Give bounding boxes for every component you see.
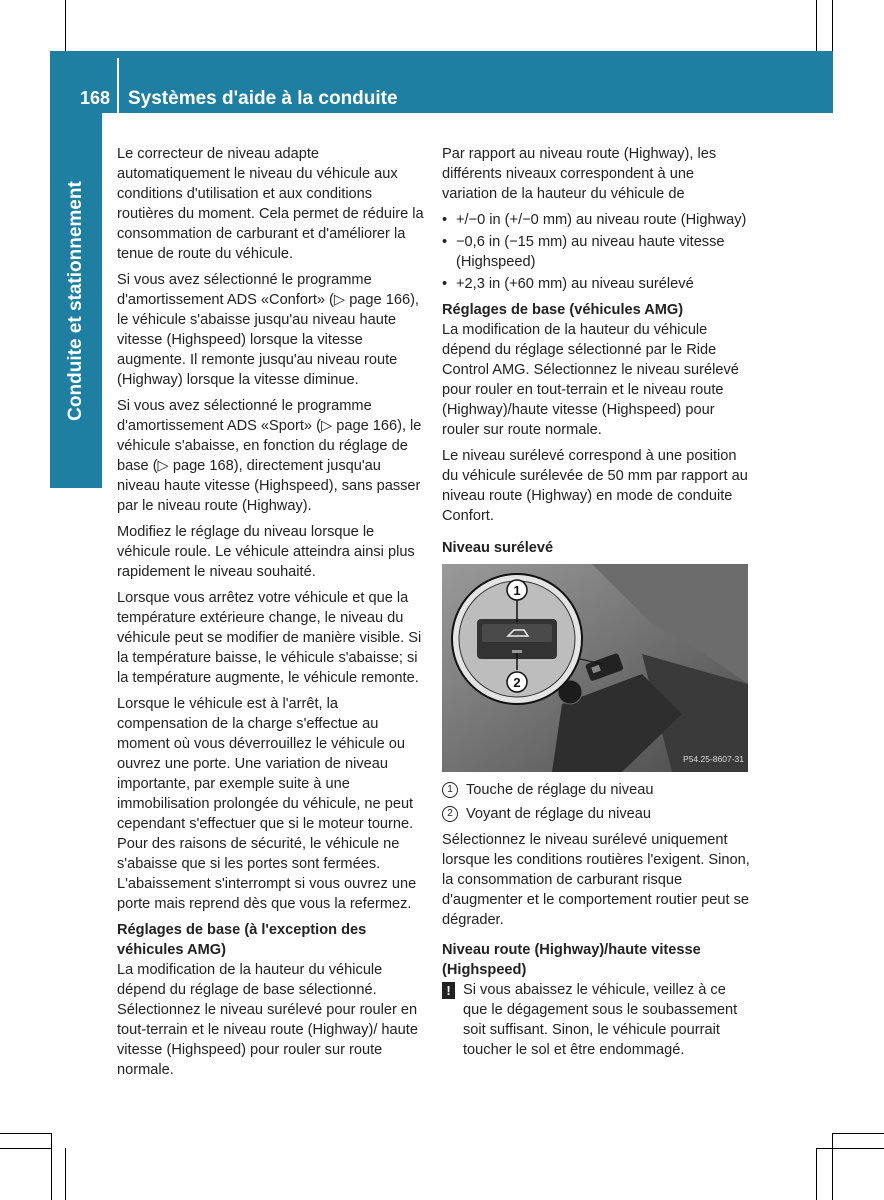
paragraph: Sélectionnez le niveau surélevé uniquement lorsque les conditions routières l'exigent. Sinon, la consommation de carburant risque d'augmenter et le comportement routier peut se dégrader.	[442, 832, 750, 928]
page-title: Systèmes d'aide à la conduite	[128, 88, 398, 109]
right-column	[442, 144, 750, 1060]
paragraph: Si vous avez sélectionné le programme d'amortissement ADS «Confort» (▷ page 166), le véhicule s'abaisse jusqu'au niveau haute vitesse (Highspeed) lorsque la vitesse augmente. Il remonte jusqu'au niveau route (Highway) lorsque la vitesse diminue.	[117, 272, 419, 388]
callout-1: 1	[513, 583, 521, 598]
left-column	[117, 144, 427, 1086]
warning-note	[442, 980, 750, 1060]
side-tab-label-wrap	[50, 113, 102, 488]
paragraph: Lorsque vous arrêtez votre véhicule et que la température extérieure change, le niveau du véhicule peut se modifier de manière visible. Si la température baisse, le véhicule s'abaisse; si la température augmente, le véhicule remonte.	[117, 590, 422, 686]
paragraph: Si vous avez sélectionné le programme d'amortissement ADS «Sport» (▷ page 166), le véhicule s'abaisse, en fonction du réglage de base (▷ page 168), directement jusqu'au niveau haute vitesse (Highspeed), sans passer par le niveau route (Highway).	[117, 398, 422, 514]
list-item: • +2,3 in (+60 mm) au niveau surélevé	[442, 274, 750, 294]
paragraph: La modification de la hauteur du véhicule dépend du réglage de base sélectionné. Sélectionnez le niveau surélevé pour rouler en tout-terrain et le niveau route (Highway)/ haute vitesse (Highspeed) pour rouler sur route normale.	[117, 962, 418, 1078]
page-number: 168	[79, 88, 111, 108]
callout-number: 2	[442, 806, 458, 822]
legend-text: Voyant de réglage du niveau	[466, 806, 652, 822]
crop-mark	[816, 0, 817, 52]
warning-text: Si vous abaissez le véhicule, veillez à ce que le dégagement sous le soubassement soit suffisant. Sinon, le véhicule pourrait toucher le sol et être endommagé.	[463, 982, 738, 1058]
legend-item	[442, 780, 750, 800]
crop-mark	[832, 0, 833, 52]
legend-text: Touche de réglage du niveau	[466, 782, 654, 798]
crop-mark	[0, 1148, 52, 1149]
crop-mark	[51, 1133, 52, 1200]
header-separator	[117, 58, 119, 113]
paragraph: Lorsque le véhicule est à l'arrêt, la compensation de la charge s'effectue au moment où vous déverrouillez le véhicule ou ouvrez une porte. Une variation de niveau importante, par exemple suite à une immobilisation prolongée du véhicule, ne peut cependant s'effectuer que si le moteur tourne. Pour des raisons de sécurité, le véhicule ne s'abaisse que si les portes sont fermées. L'abaissement s'interrompt si vous ouvrez une porte mais reprend dès que vous la refermez.	[117, 696, 417, 912]
crop-mark	[0, 1133, 52, 1134]
section-heading: Réglages de base (véhicules AMG)	[442, 302, 684, 318]
crop-mark	[65, 1148, 66, 1200]
bullet-list	[442, 210, 750, 294]
paragraph: Par rapport au niveau route (Highway), les différents niveaux correspondent à une variation de la hauteur du véhicule de	[442, 146, 717, 202]
callout-2: 2	[513, 675, 521, 690]
callout-number: 1	[442, 782, 458, 798]
crop-mark	[832, 1133, 884, 1134]
legend-item	[442, 804, 750, 824]
figure-reference: P54.25-8607-31	[683, 754, 744, 764]
figure-legend	[442, 780, 750, 824]
paragraph: La modification de la hauteur du véhicule dépend du réglage sélectionné par le Ride Control AMG. Sélectionnez le niveau surélevé pour rouler en tout-terrain et le niveau route (Highway)/haute vitesse (Highspeed) pour rouler sur route normale.	[442, 322, 739, 438]
paragraph: Le correcteur de niveau adapte automatiquement le niveau du véhicule aux conditions d'utilisation et aux conditions routières du moment. Cela permet de réduire la consommation de carburant et d'améliorer la tenue de route du véhicule.	[117, 146, 424, 262]
crop-mark	[65, 0, 66, 52]
section-heading: Réglages de base (à l'exception des véhicules AMG)	[117, 922, 367, 958]
section-heading: Niveau surélevé	[442, 540, 554, 556]
crop-mark	[832, 1133, 833, 1200]
paragraph: Le niveau surélevé correspond à une position du véhicule surélevée de 50 mm par rapport au niveau route (Highway) en mode de conduite Confort.	[442, 448, 748, 524]
crop-mark	[816, 1148, 884, 1149]
section-heading: Niveau route (Highway)/haute vitesse (Highspeed)	[442, 942, 701, 978]
center-console-photo	[442, 564, 748, 772]
list-item: • +/−0 in (+/−0 mm) au niveau route (Highway)	[442, 210, 750, 230]
list-item: • −0,6 in (−15 mm) au niveau haute vitesse (Highspeed)	[442, 232, 750, 272]
side-tab-label: Conduite et stationnement	[65, 180, 86, 421]
crop-mark	[816, 1148, 817, 1200]
warning-icon: !	[442, 982, 455, 999]
console-illustration	[442, 564, 748, 772]
paragraph: Modifiez le réglage du niveau lorsque le véhicule roule. Le véhicule atteindra ainsi plus rapidement le niveau souhaité.	[117, 524, 415, 580]
